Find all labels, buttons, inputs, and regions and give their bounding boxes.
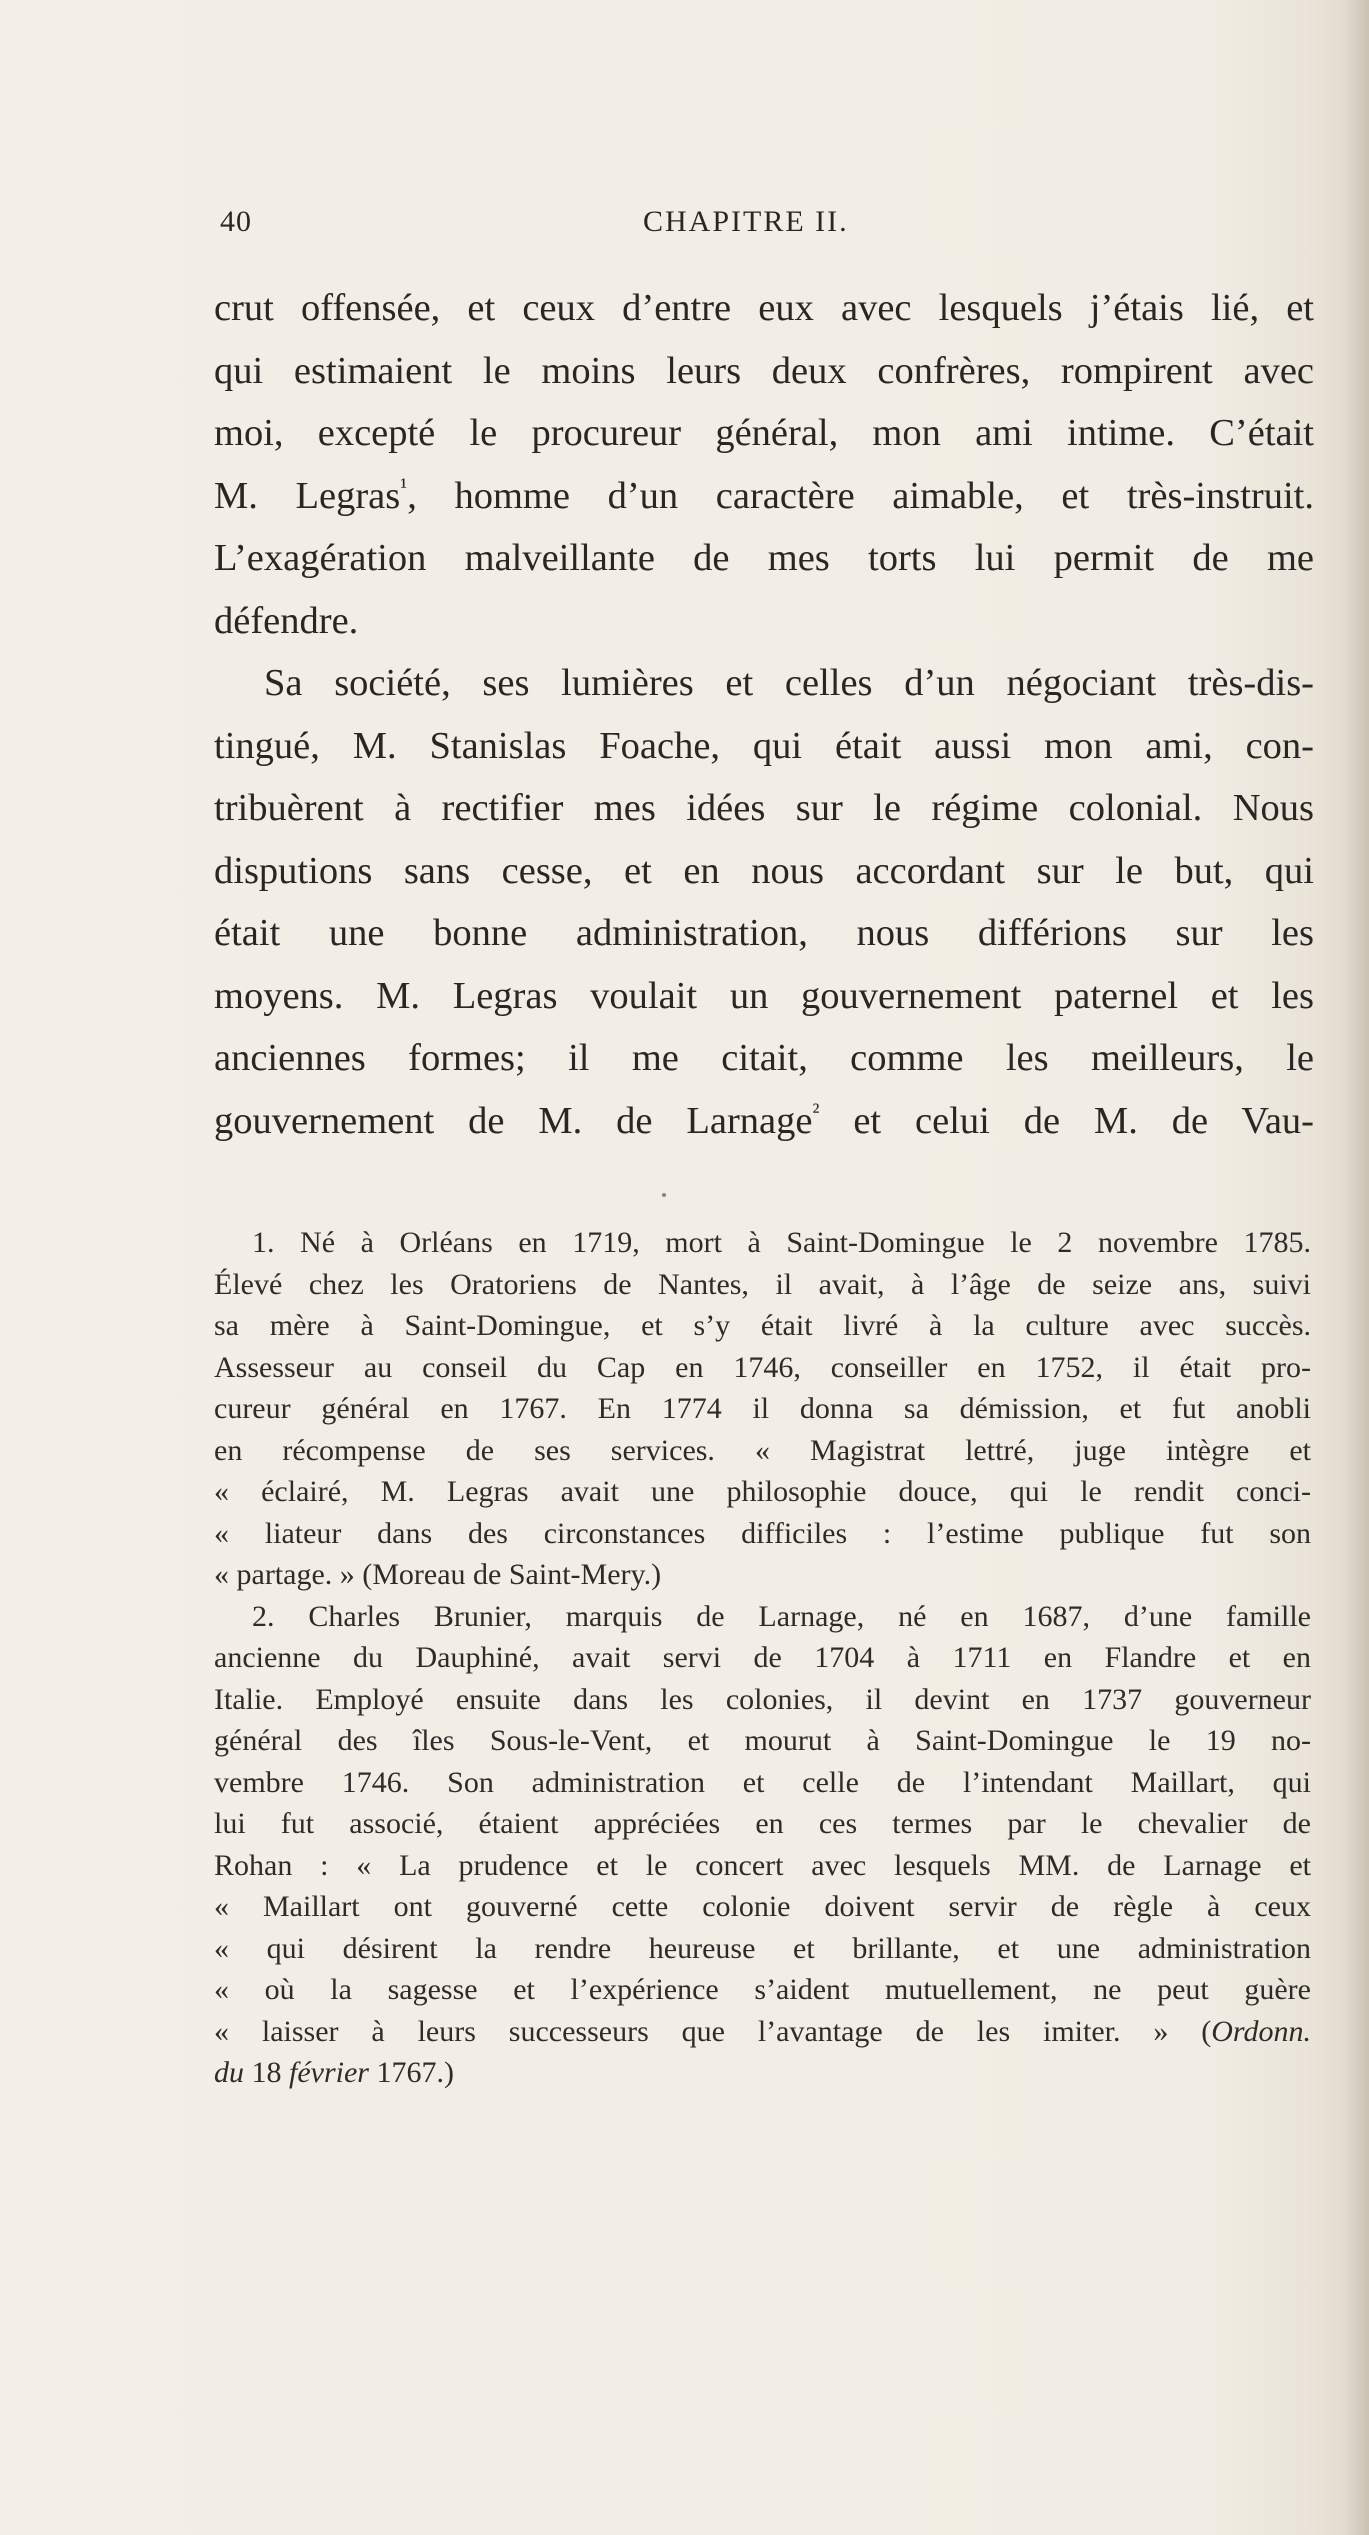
footnotes — [214, 1222, 1311, 2094]
page-edge-shadow — [1343, 0, 1369, 2535]
body-line: tribuèrent à rectifier mes idées sur le régime colonial. Nous — [214, 787, 1314, 829]
footnote-separator — [662, 1193, 666, 1197]
page-number: 40 — [220, 205, 252, 238]
body-text — [214, 277, 1314, 1152]
footnote-line: Italie. Employé ensuite dans les colonies, il devint en 1737 gouverneur — [214, 1682, 1311, 1716]
footnote-text-run: 1767.) — [368, 2056, 454, 2089]
footnote-ref-1: ¹ — [400, 472, 408, 499]
running-head — [220, 205, 1320, 255]
footnote-italic-run: du — [214, 2056, 244, 2089]
footnote-line: cureur général en 1767. En 1774 il donna sa démission, et fut anobli — [214, 1392, 1311, 1425]
footnote-line: lui fut associé, étaient appréciées en ces termes par le chevalier de — [214, 1807, 1311, 1840]
footnote-line: « éclairé, M. Legras avait une philosophie douce, qui le rendit conci- — [214, 1475, 1311, 1508]
body-line: défendre. — [214, 599, 359, 642]
body-line: moi, excepté le procureur général, mon ami intime. C’était — [214, 412, 1314, 454]
footnote-line: Rohan : « La prudence et le concert avec lesquels MM. de Larnage et — [214, 1848, 1311, 1882]
footnote-line: « où la sagesse et l’expérience s’aident mutuellement, ne peut guère — [214, 1973, 1311, 2006]
body-line: crut offensée, et ceux d’entre eux avec lesquels j’étais lié, et — [214, 287, 1314, 329]
body-line — [214, 465, 1314, 528]
footnote-line: Assesseur au conseil du Cap en 1746, conseiller en 1752, il était pro- — [214, 1350, 1311, 1384]
body-line: L’exagération malveillante de mes torts lui permit de me — [214, 537, 1314, 579]
footnote-line: ancienne du Dauphiné, avait servi de 1704 à 1711 en Flandre et en — [214, 1641, 1311, 1674]
footnote-line: général des îles Sous-le-Vent, et mourut à Saint-Domingue le 19 no- — [214, 1724, 1311, 1757]
footnote-italic-run: Ordonn. — [1211, 2014, 1311, 2048]
body-text-run: et celui de M. de Vau- — [819, 1099, 1314, 1142]
footnote-line: « liateur dans des circonstances difficiles : l’estime publique fut son — [214, 1516, 1311, 1550]
body-text-run: M. Legras — [214, 474, 401, 517]
footnote-line: vembre 1746. Son administration et celle de l’intendant Maillart, qui — [214, 1765, 1311, 1799]
footnote-ref-2: ² — [812, 1097, 820, 1124]
footnote-line: « partage. » (Moreau de Saint-Mery.) — [214, 1558, 662, 1591]
footnote-line: en récompense de ses services. « Magistrat lettré, juge intègre et — [214, 1433, 1311, 1467]
footnote-line: Élevé chez les Oratoriens de Nantes, il avait, à l’âge de seize ans, suivi — [214, 1267, 1311, 1301]
body-text-run: , homme d’un caractère aimable, et très-instruit. — [407, 474, 1314, 517]
body-line: disputions sans cesse, et en nous accordant sur le but, qui — [214, 849, 1314, 892]
body-line: était une bonne administration, nous différions sur les — [214, 912, 1314, 954]
footnote-line: 2. Charles Brunier, marquis de Larnage, né en 1687, d’une famille — [252, 1599, 1311, 1633]
footnote-line — [214, 2052, 1311, 2094]
body-line: anciennes formes; il me citait, comme les meilleurs, le — [214, 1037, 1314, 1079]
body-line: qui estimaient le moins leurs deux confrères, rompirent avec — [214, 349, 1314, 392]
footnote-italic-run: février — [289, 2056, 369, 2089]
body-line: moyens. M. Legras voulait un gouvernement paternel et les — [214, 974, 1314, 1017]
footnote-text-run: « laisser à leurs successeurs que l’avantage de les imiter. » ( — [214, 2014, 1212, 2048]
footnote-line — [214, 2011, 1311, 2053]
body-line: Sa société, ses lumières et celles d’un négociant très-dis- — [264, 662, 1314, 704]
footnote-line: « Maillart ont gouverné cette colonie doivent servir de règle à ceux — [214, 1890, 1311, 1923]
body-text-run: gouvernement de M. de Larnage — [214, 1099, 813, 1142]
body-line — [214, 1090, 1314, 1153]
footnote-text-run: 18 — [244, 2056, 289, 2089]
footnote-line: « qui désirent la rendre heureuse et brillante, et une administration — [214, 1931, 1311, 1965]
chapter-title: CHAPITRE II. — [643, 205, 849, 238]
footnote-line: 1. Né à Orléans en 1719, mort à Saint-Domingue le 2 novembre 1785. — [252, 1226, 1311, 1259]
body-line: tingué, M. Stanislas Foache, qui était aussi mon ami, con- — [214, 724, 1314, 767]
footnote-line: sa mère à Saint-Domingue, et s’y était livré à la culture avec succès. — [214, 1309, 1311, 1342]
